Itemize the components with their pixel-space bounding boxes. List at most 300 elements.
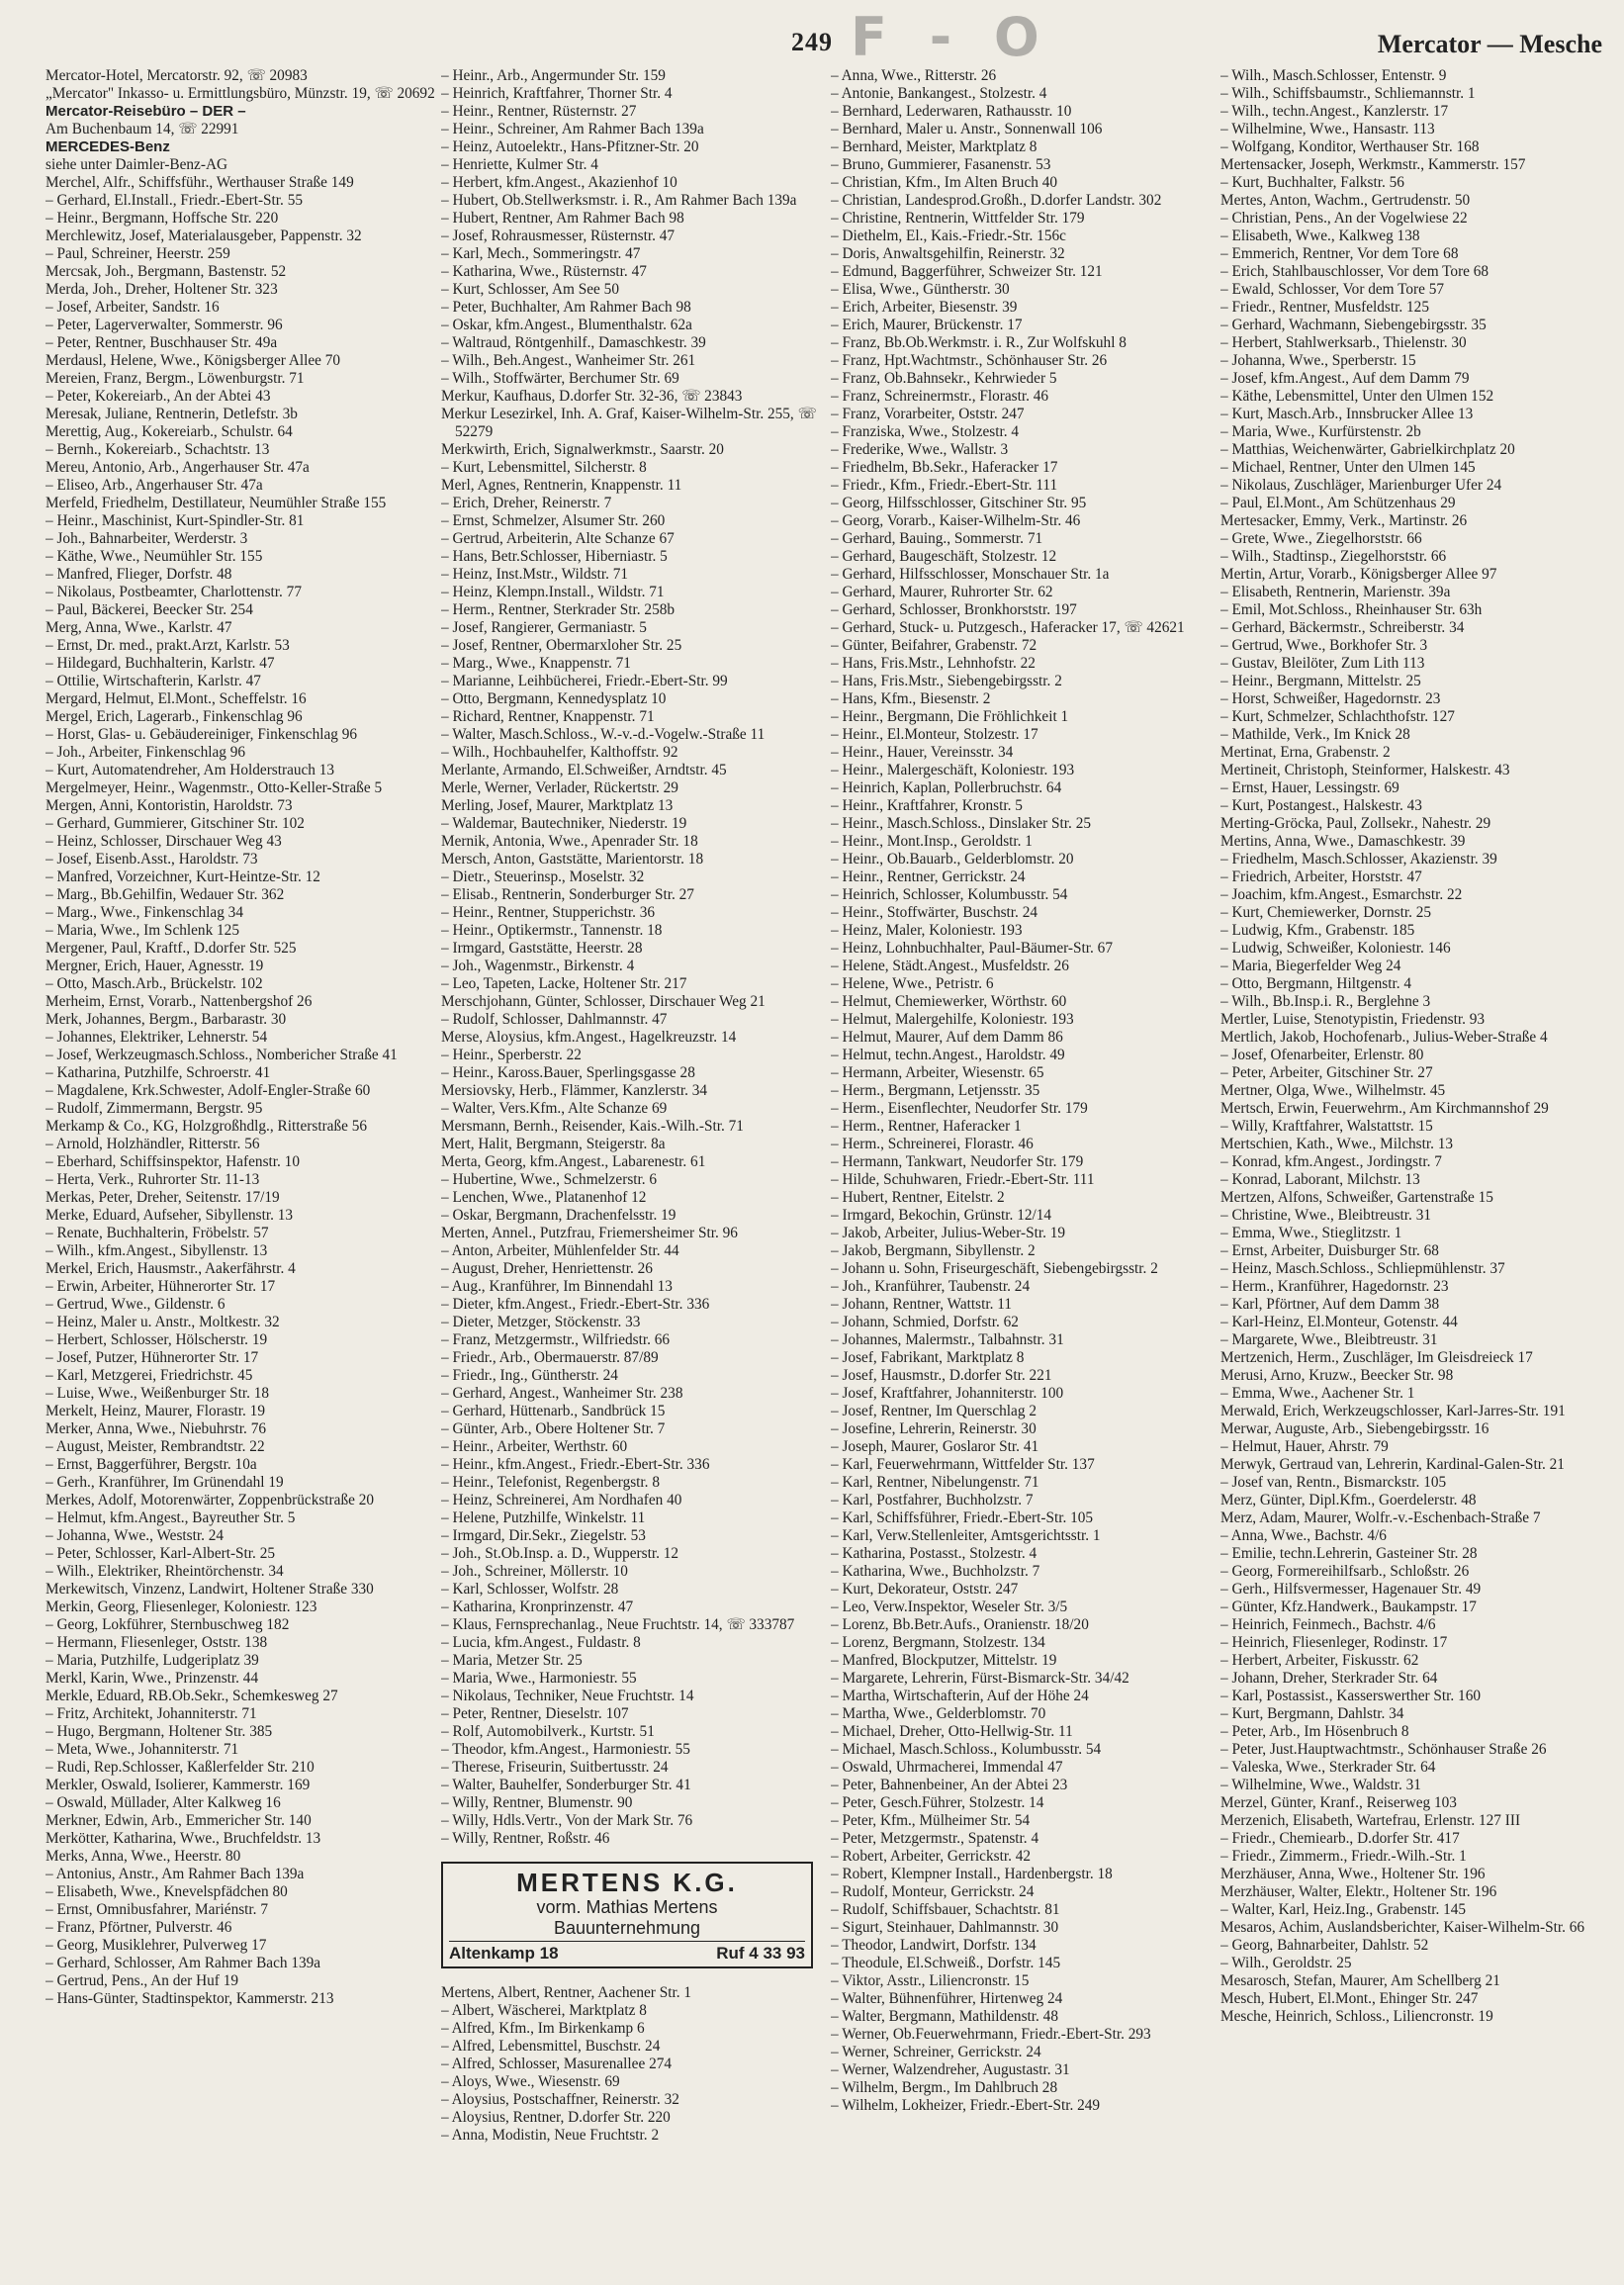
directory-entry: – Otto, Bergmann, Hiltgenstr. 4 — [1220, 975, 1412, 992]
directory-entry: – Elisabeth, Rentnerin, Marienstr. 39a — [1220, 584, 1451, 600]
directory-entry: – Josef, Werkzeugmasch.Schloss., Nombericher Straße 41 — [45, 1047, 398, 1063]
directory-entry: – Kurt, Schmelzer, Schlachthofstr. 127 — [1220, 708, 1455, 725]
directory-entry: – Friedr., Kfm., Friedr.-Ebert-Str. 111 — [831, 477, 1058, 494]
directory-entry: MERCEDES-Benz — [45, 138, 170, 155]
directory-entry: – Peter, Kfm., Mülheimer Str. 54 — [831, 1812, 1031, 1829]
directory-entry: Mesaros, Achim, Auslandsberichter, Kaiser-Wilhelm-Str. 66 — [1220, 1919, 1585, 1936]
directory-entry: – Rudi, Rep.Schlosser, Kaßlerfelder Str. 210 — [45, 1759, 315, 1776]
directory-entry: Merzel, Günter, Kranf., Reiserweg 103 — [1220, 1794, 1457, 1811]
directory-entry: – Friedr., Ing., Güntherstr. 24 — [441, 1367, 618, 1384]
directory-entry: – Irmgard, Bekochin, Grünstr. 12/14 — [831, 1207, 1052, 1224]
directory-entry: – Waldemar, Bautechniker, Niederstr. 19 — [441, 815, 687, 832]
directory-entry: – Valeska, Wwe., Sterkrader Str. 64 — [1220, 1759, 1436, 1776]
directory-entry: – Günter, Kfz.Handwerk., Baukampstr. 17 — [1220, 1599, 1477, 1615]
directory-entry: – Ludwig, Schweißer, Koloniestr. 146 — [1220, 940, 1451, 957]
directory-entry: – Wilhelm, Lokheizer, Friedr.-Ebert-Str. 249 — [831, 2097, 1101, 2114]
directory-entry: – Friedr., Arb., Obermauerstr. 87/89 — [441, 1349, 659, 1366]
directory-entry: – Emma, Wwe., Aachener Str. 1 — [1220, 1385, 1415, 1402]
directory-entry: – Peter, Rentner, Buschhauser Str. 49a — [45, 334, 278, 351]
directory-entry: Mert, Halit, Bergmann, Steigerstr. 8a — [441, 1136, 666, 1152]
directory-entry: Mereu, Antonio, Arb., Angerhauser Str. 47a — [45, 459, 310, 476]
directory-entry: – Herta, Verk., Ruhrorter Str. 11-13 — [45, 1171, 260, 1188]
directory-entry: – Wolfgang, Konditor, Werthauser Str. 168 — [1220, 138, 1480, 155]
directory-entry: – Meta, Wwe., Johanniterstr. 71 — [45, 1741, 239, 1758]
directory-entry: – Aug., Kranführer, Im Binnendahl 13 — [441, 1278, 673, 1295]
directory-entry: Mertens, Albert, Rentner, Aachener Str. 1 — [441, 1984, 691, 2001]
directory-entry: – Friedr., Zimmerm., Friedr.-Wilh.-Str. 1 — [1220, 1848, 1467, 1865]
directory-entry: – Heinr., El.Monteur, Stolzestr. 17 — [831, 726, 1038, 743]
directory-entry: – Herm., Bergmann, Letjensstr. 35 — [831, 1082, 1040, 1099]
directory-entry: – Heinr., Arbeiter, Werthstr. 60 — [441, 1438, 628, 1455]
directory-entry: – Franz, Hpt.Wachtmstr., Schönhauser Str. 26 — [831, 352, 1108, 369]
directory-entry: – Bruno, Gummierer, Fasanenstr. 53 — [831, 156, 1051, 173]
directory-entry: Mergel, Erich, Lagerarb., Finkenschlag 96 — [45, 708, 303, 725]
directory-entry: Meresak, Juliane, Rentnerin, Detlefstr. 3b — [45, 406, 298, 422]
directory-entry: Merz, Günter, Dipl.Kfm., Goerdelerstr. 48 — [1220, 1492, 1477, 1508]
column-2 — [441, 67, 841, 2273]
directory-entry: – Christian, Pens., An der Vogelwiese 22 — [1220, 210, 1468, 227]
directory-entry: – Elisabeth, Wwe., Knevelspfädchen 80 — [45, 1883, 288, 1900]
directory-entry: – Richard, Rentner, Knappenstr. 71 — [441, 708, 655, 725]
directory-entry: – Herm., Rentner, Sterkrader Str. 258b — [441, 601, 676, 618]
directory-entry: – Margarete, Lehrerin, Fürst-Bismarck-Str. 34/42 — [831, 1670, 1129, 1687]
directory-entry: – Kurt, Dekorateur, Oststr. 247 — [831, 1581, 1019, 1598]
directory-entry: – Theodor, Landwirt, Dorfstr. 134 — [831, 1937, 1037, 1954]
directory-entry: – Werner, Schreiner, Gerrickstr. 24 — [831, 2044, 1041, 2060]
directory-entry: Merkamp & Co., KG, Holzgroßhdlg., Ritterstraße 56 — [45, 1118, 368, 1135]
directory-entry: – Robert, Arbeiter, Gerrickstr. 42 — [831, 1848, 1032, 1865]
directory-entry: – Wilh., Elektriker, Rheintörchenstr. 34 — [45, 1563, 284, 1580]
directory-entry: Mertensacker, Joseph, Werkmstr., Kammerstr. 157 — [1220, 156, 1526, 173]
directory-entry: – Kurt, Bergmann, Dahlstr. 34 — [1220, 1705, 1404, 1722]
directory-entry: – Marg., Wwe., Finkenschlag 34 — [45, 904, 243, 921]
directory-entry: – Joseph, Maurer, Goslaror Str. 41 — [831, 1438, 1039, 1455]
directory-entry: – Herm., Eisenflechter, Neudorfer Str. 179 — [831, 1100, 1088, 1117]
directory-entry: – Käthe, Wwe., Neumühler Str. 155 — [45, 548, 263, 565]
directory-entry: – Michael, Dreher, Otto-Hellwig-Str. 11 — [831, 1723, 1073, 1740]
directory-entry: Merzhäuser, Anna, Wwe., Holtener Str. 196 — [1220, 1866, 1486, 1882]
directory-entry: – Aloysius, Rentner, D.dorfer Str. 220 — [441, 2109, 671, 2126]
directory-entry: – Josef, Rentner, Obermarxloher Str. 25 — [441, 637, 682, 654]
directory-entry: – Wilhelmine, Wwe., Hansastr. 113 — [1220, 121, 1435, 137]
directory-entry: Mertesacker, Emmy, Verk., Martinstr. 26 — [1220, 512, 1468, 529]
column-4 — [1220, 67, 1620, 2273]
directory-entry: – Lorenz, Bergmann, Stolzestr. 134 — [831, 1634, 1045, 1651]
directory-entry: – Josefine, Lehrerin, Reinerstr. 30 — [831, 1420, 1037, 1437]
directory-entry: – Helene, Städt.Angest., Musfeldstr. 26 — [831, 958, 1069, 974]
directory-entry: – Heinz, Masch.Schloss., Schliepmühlenstr. 37 — [1220, 1260, 1505, 1277]
directory-entry: – Hubert, Rentner, Am Rahmer Bach 98 — [441, 210, 684, 227]
directory-entry: Mersch, Anton, Gaststätte, Marientorstr. 18 — [441, 851, 704, 868]
directory-entry: Merling, Josef, Maurer, Marktplatz 13 — [441, 797, 674, 814]
directory-entry: – Helmut, Malergehilfe, Koloniestr. 193 — [831, 1011, 1074, 1028]
directory-entry: – Karl, Mech., Sommeringstr. 47 — [441, 245, 641, 262]
directory-entry: Mertineit, Christoph, Steinformer, Halskestr. 43 — [1220, 762, 1510, 778]
directory-entry: – Heinrich, Kaplan, Pollerbruchstr. 64 — [831, 779, 1062, 796]
directory-entry: – Jakob, Arbeiter, Julius-Weber-Str. 19 — [831, 1225, 1066, 1241]
directory-entry: Merkle, Eduard, RB.Ob.Sekr., Schemkesweg 27 — [45, 1688, 338, 1704]
directory-entry: – Therese, Friseurin, Suitbertusstr. 24 — [441, 1759, 669, 1776]
directory-entry: Merzhäuser, Walter, Elektr., Holtener Str. 196 — [1220, 1883, 1497, 1900]
directory-entry: – Sigurt, Steinhauer, Dahlmannstr. 30 — [831, 1919, 1059, 1936]
directory-entry: Am Buchenbaum 14, ☏ 22991 — [45, 121, 239, 137]
directory-entry: – Herbert, Stahlwerksarb., Thielenstr. 30 — [1220, 334, 1467, 351]
directory-entry: – Anton, Arbeiter, Mühlenfelder Str. 44 — [441, 1242, 679, 1259]
directory-entry: Merkes, Adolf, Motorenwärter, Zoppenbrückstraße 20 — [45, 1492, 374, 1508]
directory-entry: – Dieter, kfm.Angest., Friedr.-Ebert-Str. 336 — [441, 1296, 710, 1313]
directory-entry: – Wilh., kfm.Angest., Sibyllenstr. 13 — [45, 1242, 268, 1259]
directory-entry: – Erwin, Arbeiter, Hühnerorter Str. 17 — [45, 1278, 276, 1295]
directory-entry: – Franz, Vorarbeiter, Oststr. 247 — [831, 406, 1025, 422]
directory-entry: – Josef, Rangierer, Germaniastr. 5 — [441, 619, 647, 636]
directory-entry: Merkewitsch, Vinzenz, Landwirt, Holtener Straße 330 — [45, 1581, 374, 1598]
directory-entry: – Josef, Kraftfahrer, Johanniterstr. 100 — [831, 1385, 1064, 1402]
directory-entry: Mercsak, Joh., Bergmann, Bastenstr. 52 — [45, 263, 287, 280]
directory-entry: Merusi, Arno, Kruzw., Beecker Str. 98 — [1220, 1367, 1454, 1384]
directory-entry: – Wilh., Masch.Schlosser, Entenstr. 9 — [1220, 67, 1447, 84]
directory-entry: – Christian, Landesprod.Großh., D.dorfer Landstr. 302 — [831, 192, 1162, 209]
directory-entry: – Karl, Schlosser, Wolfstr. 28 — [441, 1581, 619, 1598]
directory-entry: Merdausl, Helene, Wwe., Königsberger Allee 70 — [45, 352, 341, 369]
directory-entry: – Joh., Wagenmstr., Birkenstr. 4 — [441, 958, 635, 974]
directory-entry: – Konrad, Laborant, Milchstr. 13 — [1220, 1171, 1420, 1188]
directory-entry: – Dieter, Metzger, Stöckenstr. 33 — [441, 1314, 641, 1330]
directory-entry: – Maria, Putzhilfe, Ludgeriplatz 39 — [45, 1652, 259, 1669]
directory-entry: – Heinr., Masch.Schloss., Dinslaker Str. 25 — [831, 815, 1092, 832]
directory-entry: – Kurt, Buchhalter, Falkstr. 56 — [1220, 174, 1404, 191]
directory-entry: Mertzenich, Herm., Zuschläger, Im Gleisdreieck 17 — [1220, 1349, 1533, 1366]
directory-entry: – Kurt, Chemiewerker, Dornstr. 25 — [1220, 904, 1432, 921]
directory-entry: – Johanna, Wwe., Sperberstr. 15 — [1220, 352, 1416, 369]
directory-entry: Mernik, Antonia, Wwe., Apenrader Str. 18 — [441, 833, 698, 850]
directory-entry: – Maria, Biegerfelder Weg 24 — [1220, 958, 1401, 974]
directory-entry: Merkötter, Katharina, Wwe., Bruchfeldstr. 13 — [45, 1830, 321, 1847]
directory-entry: – Heinr., Optikermstr., Tannenstr. 18 — [441, 922, 663, 939]
directory-entry: – Hans-Günter, Stadtinspektor, Kammerstr. 213 — [45, 1990, 334, 2007]
directory-entry: – Franz, Metzgermstr., Wilfriedstr. 66 — [441, 1331, 671, 1348]
directory-entry: – Nikolaus, Zuschläger, Marienburger Ufer 24 — [1220, 477, 1502, 494]
directory-entry: – Gerhard, Hilfsschlosser, Monschauer Str. 1a — [831, 566, 1110, 583]
directory-entry: – Lucia, kfm.Angest., Fuldastr. 8 — [441, 1634, 641, 1651]
directory-entry: – Alfred, Lebensmittel, Buschstr. 24 — [441, 2038, 661, 2055]
directory-entry: – Marianne, Leihbücherei, Friedr.-Ebert-Str. 99 — [441, 673, 728, 689]
column-1 — [45, 67, 445, 2273]
directory-entry: – Peter, Schlosser, Karl-Albert-Str. 25 — [45, 1545, 276, 1562]
directory-entry: – Karl, Postfahrer, Buchholzstr. 7 — [831, 1492, 1034, 1508]
directory-entry: – Gerhard, Wachmann, Siebengebirgsstr. 35 — [1220, 317, 1487, 333]
directory-entry: „Mercator" Inkasso- u. Ermittlungsbüro, Münzstr. 19, ☏ 20692 — [45, 85, 435, 102]
directory-entry: – Gerhard, Schlosser, Am Rahmer Bach 139a — [45, 1955, 321, 1971]
directory-entry: – Gerhard, Baugeschäft, Stolzestr. 12 — [831, 548, 1057, 565]
directory-entry: Merfeld, Friedhelm, Destillateur, Neumühler Straße 155 — [45, 495, 387, 511]
directory-entry: – Franz, Ob.Bahnsekr., Kehrwieder 5 — [831, 370, 1057, 387]
directory-entry: Mergener, Paul, Kraftf., D.dorfer Str. 525 — [45, 940, 297, 957]
directory-entry: – Wilh., Geroldstr. 25 — [1220, 1955, 1352, 1971]
directory-entry: – Franz, Pförtner, Pulverstr. 46 — [45, 1919, 232, 1936]
directory-entry: – Ernst, Hauer, Lessingstr. 69 — [1220, 779, 1399, 796]
directory-entry: – Margarete, Wwe., Bleibtreustr. 31 — [1220, 1331, 1438, 1348]
directory-entry: – Dietr., Steuerinsp., Moselstr. 32 — [441, 868, 645, 885]
directory-entry: – Heinr., Ob.Bauarb., Gelderblomstr. 20 — [831, 851, 1074, 868]
directory-entry: – Oswald, Uhrmacherei, Immendal 47 — [831, 1759, 1063, 1776]
directory-entry: – Magdalene, Krk.Schwester, Adolf-Engler-Straße 60 — [45, 1082, 371, 1099]
directory-entry: – Erich, Maurer, Brückenstr. 17 — [831, 317, 1023, 333]
directory-entry: – Walter, Bergmann, Mathildenstr. 48 — [831, 2008, 1058, 2025]
directory-entry: Merwald, Erich, Werkzeugschlosser, Karl-Jarres-Str. 191 — [1220, 1403, 1566, 1419]
directory-entry: – Lenchen, Wwe., Platanenhof 12 — [441, 1189, 647, 1206]
directory-entry: Merten, Annel., Putzfrau, Friemersheimer Str. 96 — [441, 1225, 738, 1241]
directory-entry: – Herbert, kfm.Angest., Akazienhof 10 — [441, 174, 677, 191]
directory-entry: – Elisab., Rentnerin, Sonderburger Str. 27 — [441, 886, 694, 903]
directory-entry: – Wilh., techn.Angest., Kanzlerstr. 17 — [1220, 103, 1449, 120]
directory-entry: – Otto, Masch.Arb., Brückelstr. 102 — [45, 975, 263, 992]
directory-entry: – Paul, El.Mont., Am Schützenhaus 29 — [1220, 495, 1456, 511]
directory-entry: – Maria, Wwe., Im Schlenk 125 — [45, 922, 239, 939]
directory-entry: Merg, Anna, Wwe., Karlstr. 47 — [45, 619, 232, 636]
directory-entry: – Katharina, Kronprinzenstr. 47 — [441, 1599, 634, 1615]
directory-entry: – Helmut, Maurer, Auf dem Damm 86 — [831, 1029, 1063, 1046]
directory-entry: – Gerhard, Angest., Wanheimer Str. 238 — [441, 1385, 683, 1402]
directory-entry: – Ernst, Arbeiter, Duisburger Str. 68 — [1220, 1242, 1439, 1259]
advertisement-box — [441, 1862, 813, 1968]
directory-entry: – Georg, Bahnarbeiter, Dahlstr. 52 — [1220, 1937, 1429, 1954]
directory-entry: – Eberhard, Schiffsinspektor, Hafenstr. 10 — [45, 1153, 300, 1170]
directory-entry: – Gerhard, Hüttenarb., Sandbrück 15 — [441, 1403, 666, 1419]
directory-entry: – Johannes, Malermstr., Talbahnstr. 31 — [831, 1331, 1064, 1348]
directory-entry: – Heinrich, Fliesenleger, Rodinstr. 17 — [1220, 1634, 1448, 1651]
directory-entry: – Antonius, Anstr., Am Rahmer Bach 139a — [45, 1866, 305, 1882]
directory-entry: – Erich, Dreher, Reinerstr. 7 — [441, 495, 612, 511]
directory-entry: Merlante, Armando, El.Schweißer, Arndtstr. 45 — [441, 762, 727, 778]
directory-entry: – Josef, Fabrikant, Marktplatz 8 — [831, 1349, 1025, 1366]
directory-entry: – Wilhelmine, Wwe., Waldstr. 31 — [1220, 1777, 1421, 1793]
directory-entry: – Kurt, Schlosser, Am See 50 — [441, 281, 619, 298]
directory-entry: – Heinz, Autoelektr., Hans-Pfitzner-Str. 20 — [441, 138, 699, 155]
directory-entry: – Marg., Bb.Gehilfin, Wedauer Str. 362 — [45, 886, 285, 903]
directory-entry: – Robert, Klempner Install., Hardenbergstr. 18 — [831, 1866, 1113, 1882]
directory-entry: Merta, Georg, kfm.Angest., Labarenestr. 61 — [441, 1153, 706, 1170]
directory-entry: Mersiovsky, Herb., Flämmer, Kanzlerstr. 34 — [441, 1082, 708, 1099]
directory-entry: – Friedhelm, Bb.Sekr., Haferacker 17 — [831, 459, 1058, 476]
directory-entry: Merkelt, Heinz, Maurer, Florastr. 19 — [45, 1403, 265, 1419]
directory-entry: – Alfred, Schlosser, Masurenallee 274 — [441, 2056, 673, 2072]
directory-entry: Mergner, Erich, Hauer, Agnesstr. 19 — [45, 958, 264, 974]
directory-entry: – Friedhelm, Masch.Schlosser, Akazienstr. 39 — [1220, 851, 1497, 868]
directory-entry: – Gustav, Bleilöter, Zum Lith 113 — [1220, 655, 1425, 672]
directory-entry: – Hubertine, Wwe., Schmelzerstr. 6 — [441, 1171, 658, 1188]
directory-entry: – Karl-Heinz, El.Monteur, Gotenstr. 44 — [1220, 1314, 1458, 1330]
directory-entry: – Heinz, Maler, Koloniestr. 193 — [831, 922, 1023, 939]
directory-entry: – Heinr., Kaross.Bauer, Sperlingsgasse 28 — [441, 1064, 695, 1081]
directory-entry: – Johannes, Elektriker, Lehnerstr. 54 — [45, 1029, 268, 1046]
directory-entry: Merwar, Auguste, Arb., Siebengebirgsstr. 16 — [1220, 1420, 1489, 1437]
directory-entry: – Anna, Wwe., Bachstr. 4/6 — [1220, 1527, 1387, 1544]
directory-entry: Merkin, Georg, Fliesenleger, Koloniestr. 123 — [45, 1599, 317, 1615]
directory-entry: – Gerhard, Stuck- u. Putzgesch., Haferacker 17, ☏ 42621 — [831, 619, 1185, 636]
directory-entry: – Konrad, kfm.Angest., Jordingstr. 7 — [1220, 1153, 1442, 1170]
directory-entry: – Franziska, Wwe., Stolzestr. 4 — [831, 423, 1020, 440]
directory-entry: – Peter, Lagerverwalter, Sommerstr. 96 — [45, 317, 283, 333]
directory-entry: – Maria, Wwe., Kurfürstenstr. 2b — [1220, 423, 1421, 440]
directory-entry: – Manfred, Vorzeichner, Kurt-Heintze-Str. 12 — [45, 868, 320, 885]
directory-entry: – Waltraud, Röntgenhilf., Damaschkestr. 39 — [441, 334, 706, 351]
directory-entry: – Theodule, El.Schweiß., Dorfstr. 145 — [831, 1955, 1061, 1971]
directory-entry: – Herm., Rentner, Haferacker 1 — [831, 1118, 1022, 1135]
directory-entry: Mertschien, Kath., Wwe., Milchstr. 13 — [1220, 1136, 1454, 1152]
directory-entry: – Hilde, Schuhwaren, Friedr.-Ebert-Str. 111 — [831, 1171, 1095, 1188]
directory-entry: – Christian, Kfm., Im Alten Bruch 40 — [831, 174, 1058, 191]
directory-entry: Mergard, Helmut, El.Mont., Scheffelstr. 16 — [45, 690, 307, 707]
column-3 — [831, 67, 1230, 2273]
directory-entry: – Gerh., Kranführer, Im Grünendahl 19 — [45, 1474, 284, 1491]
ad-business-type: Bauunternehmung — [553, 1918, 701, 1938]
directory-entry: – Josef, Eisenb.Asst., Haroldstr. 73 — [45, 851, 258, 868]
directory-entry: – Peter, Rentner, Dieselstr. 107 — [441, 1705, 629, 1722]
directory-entry: – Heinr., Sperberstr. 22 — [441, 1047, 582, 1063]
directory-entry: – Edmund, Baggerführer, Schweizer Str. 121 — [831, 263, 1103, 280]
directory-entry: – Gerh., Hilfsvermesser, Hagenauer Str. 49 — [1220, 1581, 1482, 1598]
directory-entry: – Herbert, Arbeiter, Fiskusstr. 62 — [1220, 1652, 1419, 1669]
directory-entry: – Leo, Verw.Inspektor, Weseler Str. 3/5 — [831, 1599, 1068, 1615]
directory-entry: – Heinr., Bergmann, Die Fröhlichkeit 1 — [831, 708, 1069, 725]
directory-entry: – Heinz, Maler u. Anstr., Moltkestr. 32 — [45, 1314, 280, 1330]
directory-entry: – Heinr., Bergmann, Hoffsche Str. 220 — [45, 210, 279, 227]
directory-entry: – Hildegard, Buchhalterin, Karlstr. 47 — [45, 655, 275, 672]
directory-entry: – Rudolf, Schlosser, Dahlmannstr. 47 — [441, 1011, 668, 1028]
directory-entry: – Matthias, Weichenwärter, Gabrielkirchplatz 20 — [1220, 441, 1515, 458]
directory-entry: Merda, Joh., Dreher, Holtener Str. 323 — [45, 281, 278, 298]
directory-entry: – Frederike, Wwe., Wallstr. 3 — [831, 441, 1009, 458]
directory-entry: – Karl, Pförtner, Auf dem Damm 38 — [1220, 1296, 1440, 1313]
directory-entry: – Rudolf, Monteur, Gerrickstr. 24 — [831, 1883, 1035, 1900]
directory-entry: – Christine, Rentnerin, Wittfelder Str. 179 — [831, 210, 1085, 227]
directory-entry: – Katharina, Wwe., Rüsternstr. 47 — [441, 263, 647, 280]
directory-entry: – Peter, Kokereiarb., An der Abtei 43 — [45, 388, 271, 405]
directory-entry: – Josef, kfm.Angest., Auf dem Damm 79 — [1220, 370, 1470, 387]
directory-entry: Merkur Lesezirkel, Inh. A. Graf, Kaiser-Wilhelm-Str. 255, ☏ 52279 — [441, 406, 817, 440]
directory-entry: – Ernst, Schmelzer, Alsumer Str. 260 — [441, 512, 666, 529]
directory-entry: – Nikolaus, Postbeamter, Charlottenstr. 77 — [45, 584, 302, 600]
directory-entry: – Wilh., Stoffwärter, Berchumer Str. 69 — [441, 370, 679, 387]
directory-entry: – Heinr., Malergeschäft, Koloniestr. 193 — [831, 762, 1075, 778]
directory-entry: – Hans, Kfm., Biesenstr. 2 — [831, 690, 991, 707]
directory-entry: Merheim, Ernst, Vorarb., Nattenbergshof 26 — [45, 993, 313, 1010]
directory-entry: – Ernst, Omnibusfahrer, Mariénstr. 7 — [45, 1901, 268, 1918]
directory-entry: Mercator-Reisebüro – DER – — [45, 103, 246, 120]
directory-entry: – Heinrich, Schlosser, Kolumbusstr. 54 — [831, 886, 1068, 903]
directory-entry: – Wilh., Beh.Angest., Wanheimer Str. 261 — [441, 352, 696, 369]
directory-entry: – Gertrud, Arbeiterin, Alte Schanze 67 — [441, 530, 675, 547]
directory-entry: – Leo, Tapeten, Lacke, Holtener Str. 217 — [441, 975, 687, 992]
directory-entry: – Heinr., Schreiner, Am Rahmer Bach 139a — [441, 121, 704, 137]
directory-entry: – Johanna, Wwe., Weststr. 24 — [45, 1527, 225, 1544]
directory-entry: – Doris, Anwaltsgehilfin, Reinerstr. 32 — [831, 245, 1065, 262]
directory-entry: – Oskar, Bergmann, Drachenfelsstr. 19 — [441, 1207, 677, 1224]
directory-entry: – Heinz, Inst.Mstr., Wildstr. 71 — [441, 566, 629, 583]
directory-entry: Mersmann, Bernh., Reisender, Kais.-Wilh.-Str. 71 — [441, 1118, 744, 1135]
directory-entry: Mercator-Hotel, Mercatorstr. 92, ☏ 20983 — [45, 67, 308, 84]
directory-entry: – Paul, Schreiner, Heerstr. 259 — [45, 245, 230, 262]
directory-entry: Merks, Anna, Wwe., Heerstr. 80 — [45, 1848, 241, 1865]
directory-entry: – Klaus, Fernsprechanlag., Neue Fruchtstr. 14, ☏ 333787 — [441, 1616, 795, 1633]
directory-entry: – Emmerich, Rentner, Vor dem Tore 68 — [1220, 245, 1459, 262]
directory-entry: – Wilh., Bb.Insp.i. R., Berglehne 3 — [1220, 993, 1431, 1010]
directory-entry: – Ludwig, Kfm., Grabenstr. 185 — [1220, 922, 1415, 939]
directory-entry: – Helmut, Chemiewerker, Wörthstr. 60 — [831, 993, 1067, 1010]
directory-entry: – Ernst, Baggerführer, Bergstr. 10a — [45, 1456, 257, 1473]
directory-entry: – August, Meister, Rembrandtstr. 22 — [45, 1438, 265, 1455]
directory-entry: – Wilh., Stadtinsp., Ziegelhorststr. 66 — [1220, 548, 1447, 565]
directory-entry: – Aloys, Wwe., Wiesenstr. 69 — [441, 2073, 620, 2090]
directory-entry: Mertlich, Jakob, Hochofenarb., Julius-Weber-Straße 4 — [1220, 1029, 1548, 1046]
directory-entry: – Erich, Stahlbauschlosser, Vor dem Tore 68 — [1220, 263, 1489, 280]
directory-entry: – Heinr., Maschinist, Kurt-Spindler-Str. 81 — [45, 512, 305, 529]
directory-entry: – Heinr., kfm.Angest., Friedr.-Ebert-Str. 336 — [441, 1456, 710, 1473]
directory-entry: – Nikolaus, Techniker, Neue Fruchtstr. 14 — [441, 1688, 694, 1704]
directory-entry: – Willy, Kraftfahrer, Walstattstr. 15 — [1220, 1118, 1433, 1135]
directory-entry: – Josef, Ofenarbeiter, Erlenstr. 80 — [1220, 1047, 1424, 1063]
directory-entry: Merettig, Aug., Kokereiarb., Schulstr. 64 — [45, 423, 293, 440]
directory-entry: Merl, Agnes, Rentnerin, Knappenstr. 11 — [441, 477, 682, 494]
directory-entry: – Herm., Kranführer, Hagedornstr. 23 — [1220, 1278, 1449, 1295]
directory-entry: – Gerhard, Bäckermstr., Schreiberstr. 34 — [1220, 619, 1465, 636]
directory-entry: – Friedr., Chemiearb., D.dorfer Str. 417 — [1220, 1830, 1460, 1847]
directory-entry: – Hermann, Tankwart, Neudorfer Str. 179 — [831, 1153, 1084, 1170]
directory-entry: Merkl, Karin, Wwe., Prinzenstr. 44 — [45, 1670, 259, 1687]
directory-entry: – Walter, Vers.Kfm., Alte Schanze 69 — [441, 1100, 668, 1117]
directory-entry: – Heinr., Stoffwärter, Buschstr. 24 — [831, 904, 1038, 921]
directory-entry: – Georg, Lokführer, Sternbuschweg 182 — [45, 1616, 290, 1633]
directory-entry: – Walter, Bauhelfer, Sonderburger Str. 41 — [441, 1777, 691, 1793]
directory-entry: – Hermann, Arbeiter, Wiesenstr. 65 — [831, 1064, 1044, 1081]
directory-entry: – Katharina, Postasst., Stolzestr. 4 — [831, 1545, 1038, 1562]
directory-entry: – Heinr., Mont.Insp., Geroldstr. 1 — [831, 833, 1033, 850]
directory-entry: – Albert, Wäscherei, Marktplatz 8 — [441, 2002, 647, 2019]
directory-entry: Mertes, Anton, Wachm., Gertrudenstr. 50 — [1220, 192, 1471, 209]
directory-entry: Merschjohann, Günter, Schlosser, Dirschauer Weg 21 — [441, 993, 766, 1010]
directory-entry: Mesarosch, Stefan, Maurer, Am Schellberg 21 — [1220, 1972, 1500, 1989]
directory-entry: – Martha, Wirtschafterin, Auf der Höhe 24 — [831, 1688, 1089, 1704]
directory-entry: – Diethelm, El., Kais.-Friedr.-Str. 156c — [831, 228, 1066, 244]
directory-entry: Mertler, Luise, Stenotypistin, Friedenstr. 93 — [1220, 1011, 1486, 1028]
directory-entry: Mertins, Anna, Wwe., Damaschkestr. 39 — [1220, 833, 1466, 850]
directory-entry: – Katharina, Putzhilfe, Schroerstr. 41 — [45, 1064, 271, 1081]
directory-entry: – Hans, Betr.Schlosser, Hiberniastr. 5 — [441, 548, 668, 565]
directory-entry: – Grete, Wwe., Ziegelhorststr. 66 — [1220, 530, 1422, 547]
page-number: 249 — [791, 28, 833, 56]
directory-entry: Merkur, Kaufhaus, D.dorfer Str. 32-36, ☏ 23843 — [441, 388, 743, 405]
directory-entry: Merzenich, Elisabeth, Wartefrau, Erlenstr. 127 III — [1220, 1812, 1521, 1829]
directory-entry: Mertzen, Alfons, Schweißer, Gartenstraße 15 — [1220, 1189, 1493, 1206]
directory-entry: – Johann u. Sohn, Friseurgeschäft, Siebengebirgsstr. 2 — [831, 1260, 1158, 1277]
directory-entry: – Josef, Arbeiter, Sandstr. 16 — [45, 299, 220, 316]
directory-entry: – Alfred, Kfm., Im Birkenkamp 6 — [441, 2020, 645, 2037]
directory-entry: – Herm., Schreinerei, Florastr. 46 — [831, 1136, 1034, 1152]
directory-entry: – Kurt, Automatendreher, Am Holderstrauch 13 — [45, 762, 335, 778]
directory-entry: – Ewald, Schlosser, Vor dem Tore 57 — [1220, 281, 1445, 298]
directory-entry: – Helene, Wwe., Petristr. 6 — [831, 975, 994, 992]
directory-entry: – Johann, Rentner, Wattstr. 11 — [831, 1296, 1012, 1313]
directory-entry: – Heinz, Klempn.Install., Wildstr. 71 — [441, 584, 665, 600]
running-head: Mercator — Mesche — [1377, 30, 1602, 58]
directory-entry: – Irmgard, Dir.Sekr., Ziegelstr. 53 — [441, 1527, 646, 1544]
directory-entry: – Herbert, Schlosser, Hölscherstr. 19 — [45, 1331, 268, 1348]
directory-entry: – Jakob, Bergmann, Sibyllenstr. 2 — [831, 1242, 1036, 1259]
directory-entry: – Ernst, Dr. med., prakt.Arzt, Karlstr. 53 — [45, 637, 290, 654]
directory-entry: – Karl, Metzgerei, Friedrichstr. 45 — [45, 1367, 253, 1384]
directory-entry: – Peter, Arbeiter, Gitschiner Str. 27 — [1220, 1064, 1433, 1081]
directory-entry: – Anna, Wwe., Ritterstr. 26 — [831, 67, 997, 84]
